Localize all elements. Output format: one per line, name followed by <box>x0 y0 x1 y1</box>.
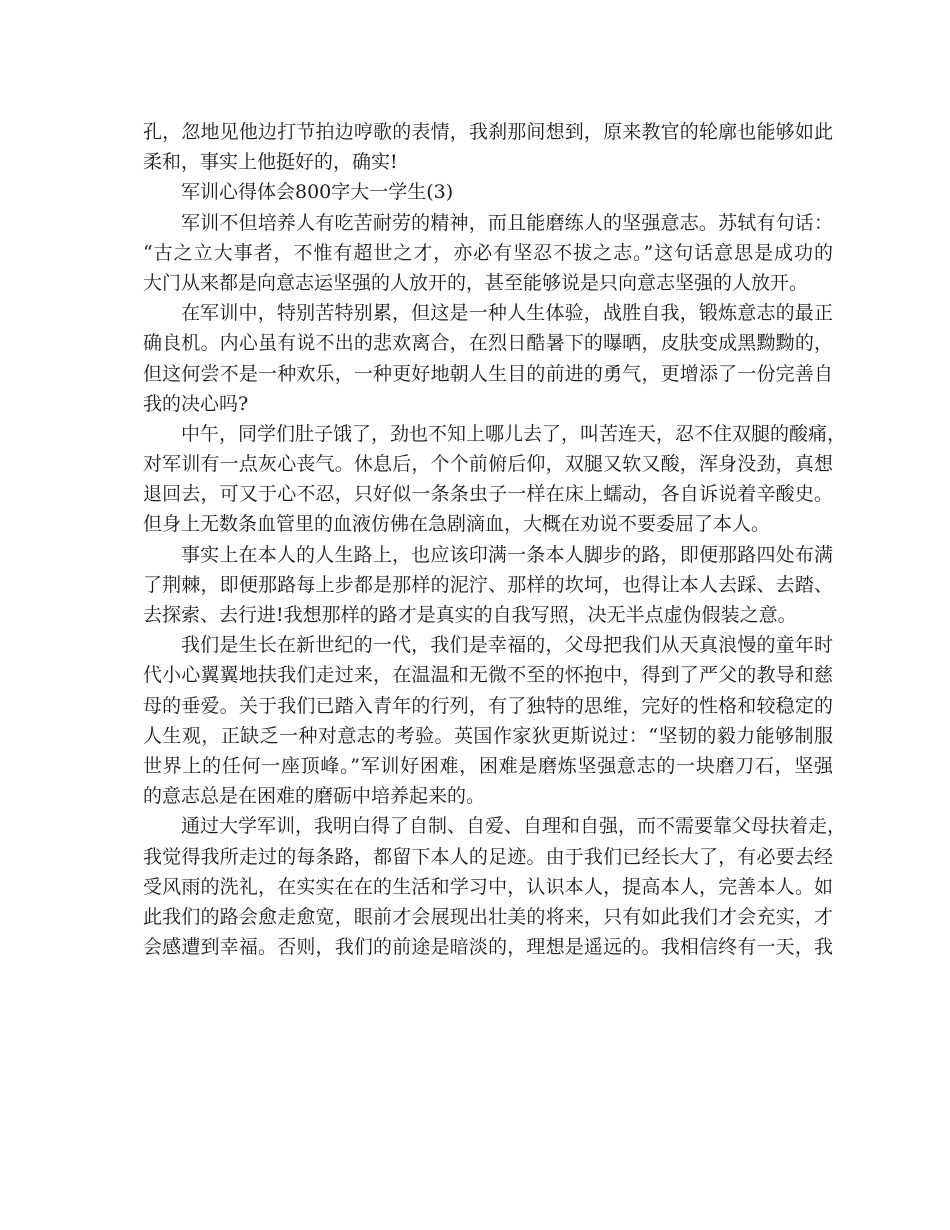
document-body <box>143 117 847 962</box>
text-line: 代小心翼翼地扶我们走过来，在温温和无微不至的怀抱中，得到了严父的教导和慈 <box>143 664 833 687</box>
text-line: 军训心得体会800字大一学生(3) <box>181 181 454 204</box>
text-line: 人生观，正缺乏一种对意志的考验。英国作家狄更斯说过：“坚韧的毅力能够制服 <box>143 724 833 747</box>
text-line: 确良机。内心虽有说不出的悲欢离合，在烈日酷暑下的曝晒，皮肤变成黑黝黝的， <box>143 332 833 355</box>
text-line: 我们是生长在新世纪的一代，我们是幸福的，父母把我们从天真浪慢的童年时 <box>181 634 833 657</box>
text-line: 受风雨的洗礼，在实实在在的生活和学习中，认识本人，提高本人，完善本人。如 <box>143 875 833 898</box>
text-line: 事实上在本人的人生路上，也应该印满一条本人脚步的路，即便那路四处布满 <box>181 543 833 566</box>
paragraph <box>143 298 833 419</box>
paragraph <box>143 419 847 540</box>
text-line: 中午，同学们肚子饿了，劲也不知上哪儿去了，叫苦连天，忍不住双腿的酸痛， <box>181 422 847 445</box>
text-line: 会感遭到幸福。否则，我们的前途是暗淡的，理想是遥远的。我相信终有一天，我 <box>143 936 833 959</box>
text-line: 退回去，可又于心不忍，只好似一条条虫子一样在床上蠕动，各自诉说着辛酸史。 <box>143 483 833 506</box>
paragraph <box>143 117 833 177</box>
text-line: 去探索、去行进!我想那样的路才是真实的自我写照，决无半点虚伪假装之意。 <box>143 604 797 626</box>
text-line: 大门从来都是向意志运坚强的人放开的，甚至能够说是只向意志坚强的人放开。 <box>143 271 809 294</box>
paragraph <box>143 811 847 962</box>
text-line: 母的垂爱。关于我们已踏入青年的行列，有了独特的思维，完好的性格和较稳定的 <box>143 694 833 717</box>
text-line: 通过大学军训，我明白得了自制、自爱、自理和自强，而不需要靠父母扶着走， <box>181 815 847 838</box>
text-line: 柔和，事实上他挺好的，确实! <box>143 151 398 174</box>
section-heading <box>143 177 833 207</box>
text-line: 此我们的路会愈走愈宽，眼前才会展现出壮美的将来，只有如此我们才会充实，才 <box>143 905 833 928</box>
text-line: 我觉得我所走过的每条路，都留下本人的足迹。由于我们已经长大了，有必要去经 <box>143 845 833 868</box>
text-line: 军训不但培养人有吃苦耐劳的精神，而且能磨练人的坚强意志。苏轼有句话： <box>181 211 833 234</box>
text-line: 的意志总是在困难的磨砺中培养起来的。 <box>143 785 486 808</box>
text-line: 在军训中，特别苦特别累，但这是一种人生体验，战胜自我，锻炼意志的最正 <box>181 302 833 325</box>
paragraph <box>143 630 833 811</box>
paragraph <box>143 540 833 631</box>
text-line: 我的决心吗? <box>143 392 249 415</box>
text-line: 孔，忽地见他边打节拍边哼歌的表情，我刹那间想到，原来教官的轮廓也能够如此 <box>143 121 833 143</box>
text-line: 对军训有一点灰心丧气。休息后，个个前俯后仰，双腿又软又酸，浑身没劲，真想 <box>143 453 833 476</box>
text-line: 了荆棘，即便那路每上步都是那样的泥泞、那样的坎坷，也得让本人去踩、去踏、 <box>143 573 833 596</box>
paragraph <box>143 208 833 299</box>
text-line: 但这何尝不是一种欢乐，一种更好地朝人生目的前进的勇气，更增添了一份完善自 <box>143 362 833 385</box>
text-line: 世界上的任何一座顶峰。”军训好困难，困难是磨炼坚强意志的一块磨刀石，坚强 <box>143 754 833 777</box>
text-line: 但身上无数条血管里的血液仿佛在急剧滴血，大概在劝说不要委屈了本人。 <box>143 513 771 536</box>
text-line: “古之立大事者，不惟有超世之才，亦必有坚忍不拔之志。”这句话意思是成功的 <box>143 241 833 264</box>
